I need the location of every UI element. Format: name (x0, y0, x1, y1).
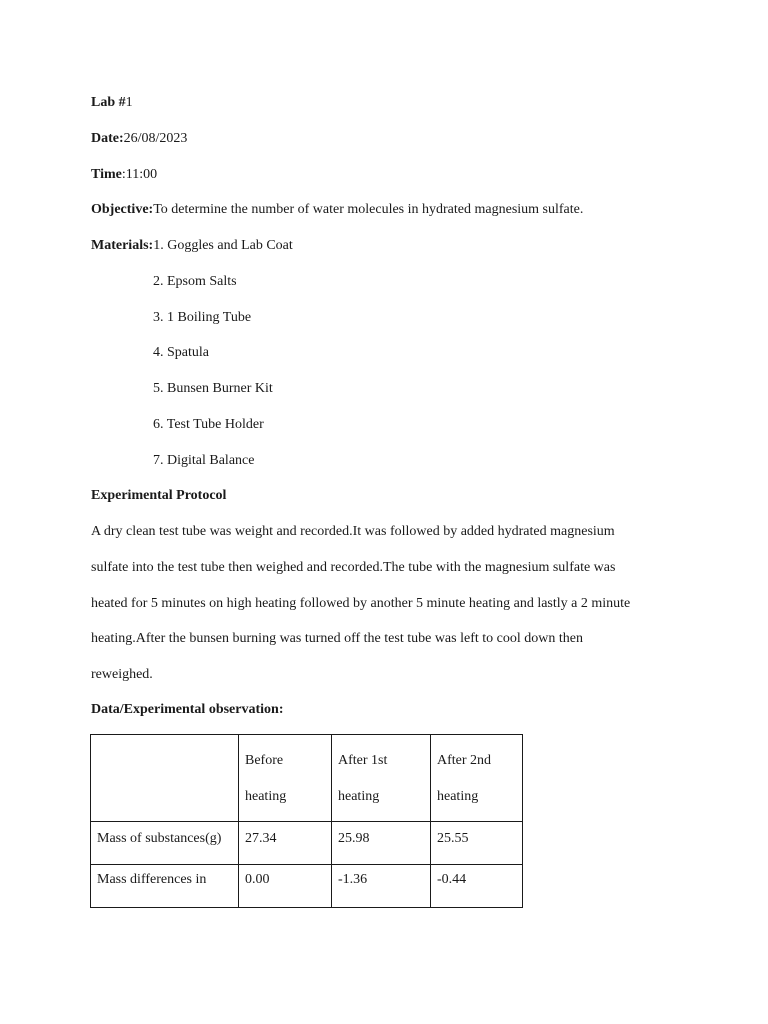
time-line (91, 166, 157, 184)
table-header-row (91, 735, 523, 822)
material-item: 1. Goggles and Lab Coat (153, 238, 293, 253)
materials-label: Materials: (91, 238, 154, 253)
lab-value: 1 (125, 95, 133, 110)
table-row (91, 822, 523, 865)
material-item: 4. Spatula (153, 345, 209, 360)
table-cell: Mass differences in (91, 865, 239, 908)
table-header-cell (239, 735, 332, 822)
time-label: Time (91, 167, 122, 182)
header-line: Before (245, 753, 284, 768)
table-cell: 27.34 (239, 822, 332, 865)
protocol-line: heating.After the bunsen burning was turned off the test tube was left to cool down then (91, 631, 583, 646)
material-item: 3. 1 Boiling Tube (153, 310, 252, 325)
header-line: heating (245, 789, 287, 804)
header-line: After 2nd (437, 753, 492, 768)
observation-heading: Data/Experimental observation: (91, 702, 284, 717)
protocol-line: sulfate into the test tube then weighed and recorded.The tube with the magnesium sulfate was (91, 560, 616, 575)
objective-value: To determine the number of water molecules in hydrated magnesium sulfate. (153, 202, 584, 217)
objective-line (91, 201, 583, 219)
lab-number-line (91, 94, 133, 112)
table-cell: -0.44 (431, 865, 523, 908)
material-item: 2. Epsom Salts (153, 274, 237, 289)
materials-line (91, 237, 293, 255)
table-cell: -1.36 (332, 865, 431, 908)
table-cell: 0.00 (239, 865, 332, 908)
header-line: heating (437, 789, 479, 804)
lab-label: Lab # (91, 95, 126, 110)
protocol-heading: Experimental Protocol (91, 488, 227, 503)
header-line: heating (338, 789, 380, 804)
table-header-cell (431, 735, 523, 822)
protocol-line: A dry clean test tube was weight and recorded.It was followed by added hydrated magnesium (91, 524, 615, 539)
material-item: 6. Test Tube Holder (153, 417, 264, 432)
date-value: 26/08/2023 (123, 131, 188, 146)
date-label: Date: (91, 131, 124, 146)
table-cell: 25.98 (332, 822, 431, 865)
time-value: :11:00 (121, 167, 158, 182)
objective-label: Objective: (91, 202, 154, 217)
table-header-cell (332, 735, 431, 822)
protocol-line: heated for 5 minutes on high heating followed by another 5 minute heating and lastly a 2 minute (91, 596, 631, 611)
mass-data-table (90, 734, 523, 908)
header-line: After 1st (338, 753, 388, 768)
table-cell: 25.55 (431, 822, 523, 865)
table-header-cell (91, 735, 239, 822)
table-cell: Mass of substances(g) (91, 822, 239, 865)
table-row (91, 865, 523, 908)
protocol-line: reweighed. (91, 667, 153, 682)
date-line (91, 130, 187, 148)
material-item: 7. Digital Balance (153, 453, 255, 468)
material-item: 5. Bunsen Burner Kit (153, 381, 273, 396)
